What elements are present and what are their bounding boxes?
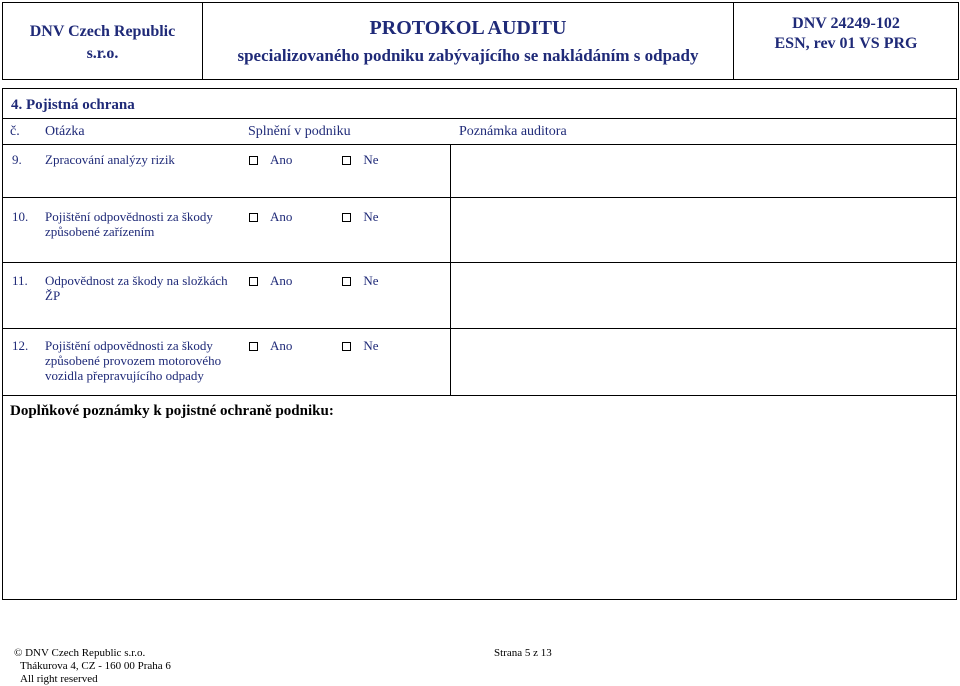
yes-label: Ano xyxy=(270,209,293,224)
docnum-cell xyxy=(734,3,958,79)
table-line xyxy=(2,328,957,329)
row-number: 10. xyxy=(12,209,29,224)
checkbox-icon[interactable] xyxy=(249,342,258,351)
company-cell xyxy=(3,3,203,79)
col-note-header: Poznámka auditora xyxy=(459,124,567,139)
document-number: DNV 24249-102 xyxy=(792,15,900,32)
no-label: Ne xyxy=(363,209,379,224)
footer-copyright: © DNV Czech Republic s.r.o. xyxy=(14,647,146,659)
document-title: PROTOKOL AUDITU xyxy=(369,17,567,39)
table-line xyxy=(2,144,957,145)
document-header xyxy=(2,2,959,80)
no-label: Ne xyxy=(363,273,379,288)
question-line: způsobené zařízením xyxy=(45,224,155,239)
answer-options xyxy=(249,209,379,225)
question-line: Odpovědnost za škody na složkách xyxy=(45,273,228,288)
checkbox-icon[interactable] xyxy=(249,213,258,222)
footer-page: Strana 5 z 13 xyxy=(494,647,552,659)
table-line xyxy=(2,395,957,396)
col-question-header: Otázka xyxy=(45,124,85,139)
yes-option[interactable] xyxy=(249,273,292,289)
row-number: 12. xyxy=(12,338,29,353)
checkbox-icon[interactable] xyxy=(249,156,258,165)
col-fulfilment-header: Splnění v podniku xyxy=(248,124,351,139)
yes-label: Ano xyxy=(270,273,293,288)
table-line xyxy=(2,118,957,119)
question-line: ŽP xyxy=(45,288,61,303)
question-line: vozidla přepravujícího odpady xyxy=(45,368,204,383)
question-line: způsobené provozem motorového xyxy=(45,353,222,368)
yes-option[interactable] xyxy=(249,338,292,354)
no-option[interactable] xyxy=(342,338,378,354)
checkbox-icon[interactable] xyxy=(342,277,351,286)
no-option[interactable] xyxy=(342,209,378,225)
document-subtitle: specializovaného podniku zabývajícího se nakládáním s odpady xyxy=(237,46,699,65)
company-name: DNV Czech Republic xyxy=(29,23,176,40)
document-revision: ESN, rev 01 VS PRG xyxy=(774,35,918,52)
section-title: 4. Pojistná ochrana xyxy=(11,97,135,113)
no-option[interactable] xyxy=(342,273,378,289)
checkbox-icon[interactable] xyxy=(342,342,351,351)
row-question xyxy=(45,338,240,383)
yes-option[interactable] xyxy=(249,209,292,225)
row-number: 9. xyxy=(12,152,22,167)
answer-options xyxy=(249,152,379,168)
question-line: Pojištění odpovědnosti za škody xyxy=(45,209,213,224)
notes-label: Doplňkové poznámky k pojistné ochraně podniku: xyxy=(10,403,334,419)
row-question xyxy=(45,152,240,167)
checkbox-icon[interactable] xyxy=(249,277,258,286)
footer-company xyxy=(14,647,171,686)
no-label: Ne xyxy=(363,338,379,353)
yes-label: Ano xyxy=(270,338,293,353)
footer-address: Thákurova 4, CZ - 160 00 Praha 6 xyxy=(20,660,171,672)
row-question xyxy=(45,209,240,239)
yes-option[interactable] xyxy=(249,152,292,168)
answer-options xyxy=(249,273,379,289)
no-label: Ne xyxy=(363,152,379,167)
table-line xyxy=(2,197,957,198)
company-suffix: s.r.o. xyxy=(86,45,119,62)
col-num-header: č. xyxy=(10,124,20,139)
row-question xyxy=(45,273,240,303)
column-divider xyxy=(450,145,451,395)
row-number: 11. xyxy=(12,273,28,288)
no-option[interactable] xyxy=(342,152,378,168)
footer-rights: All right reserved xyxy=(20,673,98,685)
answer-options xyxy=(249,338,379,354)
question-line: Zpracování analýzy rizik xyxy=(45,152,175,167)
yes-label: Ano xyxy=(270,152,293,167)
checkbox-icon[interactable] xyxy=(342,213,351,222)
question-line: Pojištění odpovědnosti za škody xyxy=(45,338,213,353)
table-line xyxy=(2,262,957,263)
title-cell xyxy=(203,3,734,79)
checkbox-icon[interactable] xyxy=(342,156,351,165)
